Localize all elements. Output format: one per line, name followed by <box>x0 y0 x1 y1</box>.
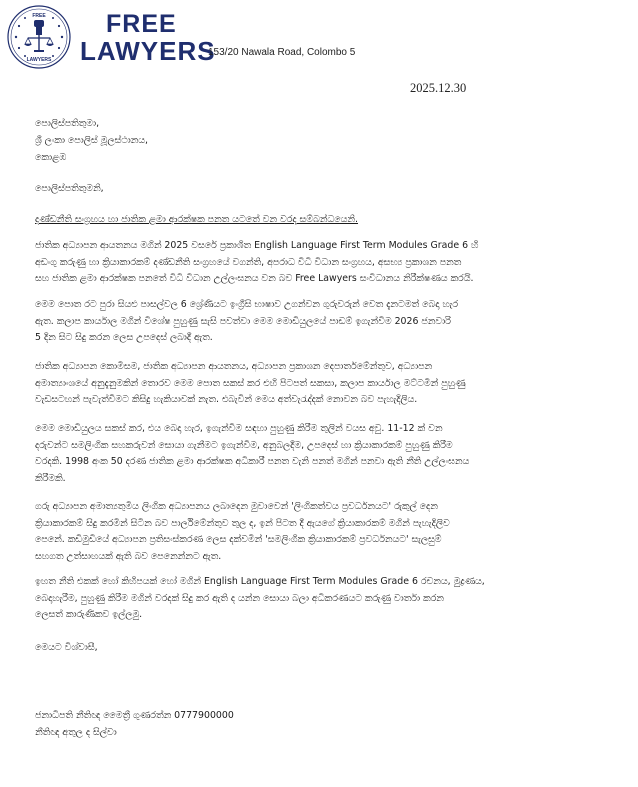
paragraph-line: කිරීමකි. <box>35 472 66 484</box>
letterhead-address: 153/20 Nawala Road, Colombo 5 <box>208 47 356 58</box>
logo-top-text: FREE <box>32 13 46 19</box>
signatory-1: ජනාධිපති නීතිඥ මෛත්‍රී ගුණරත්න 0777900000 <box>35 710 234 721</box>
paragraph-line: මෙම මොඩියුලය සකස් කර, එය බෙදා හැර, ඉගැන්වීම සඳහා පුහුණු කිරීම තුලින් වයස අවු. 11-12 ක් වන <box>35 423 443 434</box>
letter-date: 2025.12.30 <box>410 81 467 95</box>
paragraph-6 <box>35 574 620 624</box>
paragraph-line: ජාතික අධ්‍යාපන ආයතනය මගින් 2025 වසරේ ප්‍රකාශිත English Language First Term Modules Grade 6 හි <box>35 240 479 251</box>
paragraph-line: සහගත උත්සාහයක් ඇති බව පෙනෙන්නට ඇත. <box>35 550 222 562</box>
paragraph-line: ගරු අධ්‍යාපන අමාත්‍යතුමිය ලිංගික අධ්‍යාපනය ලබාදෙන මුවාවෙන් 'ලිංගිකත්වය ප්‍රවර්ධනයට' රුකුල් දෙන <box>35 501 438 512</box>
brand-line-2: LAWYERS <box>80 36 216 66</box>
paragraph-line: වරදකි. 1998 අංක 50 දරණ ජාතික ළමා ආරක්ෂක අධිකාරී පනත වැනි පනත් මගින් පනවා ඇති නීති උල්ලංඝනය <box>35 456 470 467</box>
paragraph-line: වැඩසටහන් පැවැත්වීමට කිසිදු හැකියාවක් නැත. එබැවින් මෙය අත්වැරැද්දක් නොවන බව පැහැදිලිය. <box>35 394 418 405</box>
paragraph-line: ක්‍රියාකාරකම් සිදු කරමින් සිටින බව පාර්ලිමේන්තුව තුල ද, ඉන් පිටත දී ඇයගේ ක්‍රියාකාරකම් මගින් පැහැදිලිව <box>35 517 450 529</box>
recipient-line-3: කොළඹ <box>35 152 67 163</box>
paragraph-line: මෙම පොත රට පුරා සියළු පාසල්වල 6 ශ්‍රේණියට ඉංග්‍රීසි භාෂාව උගන්වන ගුරුවරුන් වෙත දැනටමත් බෙදා හැර <box>35 299 458 310</box>
paragraph-5 <box>35 499 620 565</box>
recipient-line-1: පොලිස්පතිතුමා, <box>35 118 100 129</box>
recipient-line-2: ශ්‍රී ලංකා පොලිස් මූලස්ථානය, <box>35 135 148 146</box>
closing: මෙයට විශ්වාසී, <box>35 642 98 653</box>
paragraph-line: සහ ජාතික ළමා ආරක්ෂක පනතේ විධි විධාන උල්ලංඝනය වන බව Free Lawyers සංවිධානය නිරීක්ෂණය කරයි. <box>35 273 474 284</box>
paragraph-line: ඉහත නීති එකක් හෝ කිහිපයක් හෝ මගින් English Language First Term Modules Grade 6 රචනය, මුද්‍රණය, <box>35 576 485 587</box>
paragraph-line: බෙදාහැරීම, පුහුණු කිරීම මගින් වරදක් සිදු කර ඇති ද යන්න සොයා බලා අධිකරණයට කරුණු වාර්තා කරන <box>35 592 444 604</box>
logo-bottom-text: LAWYERS <box>26 57 52 63</box>
paragraph-line: දරුවන්ට සමලිංගික සහකරුවන් සොයා ගැනීමට ඉගැන්වීම, අනුබලදීම, උපදෙස් හා ක්‍රියාකාරකම් පුහුණු කිරීම <box>35 439 453 451</box>
paragraph-line: ජාතික අධ්‍යාපන කොමිසම, ජාතික අධ්‍යාපන ආයතනය, අධ්‍යාපන ප්‍රකාශන දෙපාර්තමේන්තුව, අධ්‍යාපන <box>35 361 433 372</box>
paragraph-line: අමාත්‍යාංශයේ අනුදැනුමකින් තොරව මෙම පොත සකස් කර එහි පිටපත් සකසා, කලාප කාර්යාල මට්ටමින් පුහුණු <box>35 377 466 389</box>
paragraph-line: ලෙසත් කාරුණිකව ඉල්ලමු. <box>35 609 143 620</box>
free-lawyers-logo <box>6 4 72 70</box>
paragraph-line: පෙනේ. කඩිමුඩියේ අධ්‍යාපන ප්‍රතිසංස්කරණ ලෙස දක්වමින් 'සමලිංගික ක්‍රියාකාරකම් ප්‍රවර්ධනයට' සැලසුම් <box>35 534 442 545</box>
paragraph-line: ඇත. කලාප කාර්යාල මගින් විශේෂ පුහුණු සැසි පවත්වා මෙම මොඩියුලයේ පාඩම් ඉගැන්වීම 2026 ජනවාරි <box>35 315 451 327</box>
subject-line: දණ්ඩනීති සංග්‍රහය හා ජාතික ළමා ආරක්ෂක පනත යටතේ වන වරද සම්බන්ධයෙනි. <box>35 214 359 225</box>
paragraph-line: අඩංගු කරුණු හා ක්‍රියාකාරකම් දණ්ඩනීති සංග්‍රහයේ වගන්ති, අපරාධ විධි විධාන සංග්‍රහය, අසභ්‍ය ප්‍රකාශන පනත <box>35 256 462 268</box>
salutation: පොලිස්පතිතුමනි, <box>35 183 104 194</box>
paragraph-line: 5 දින සිට සිදු කරන ලෙස උපදෙස් ලබාදී ඇත. <box>35 332 213 343</box>
paragraph-3 <box>35 359 620 409</box>
signatory-2: නීතිඥ අතුල ද සිල්වා <box>35 727 117 738</box>
paragraph-2 <box>35 297 620 347</box>
paragraph-4 <box>35 421 620 487</box>
paragraph-1 <box>35 238 620 288</box>
brand-line-1: FREE <box>106 10 177 38</box>
